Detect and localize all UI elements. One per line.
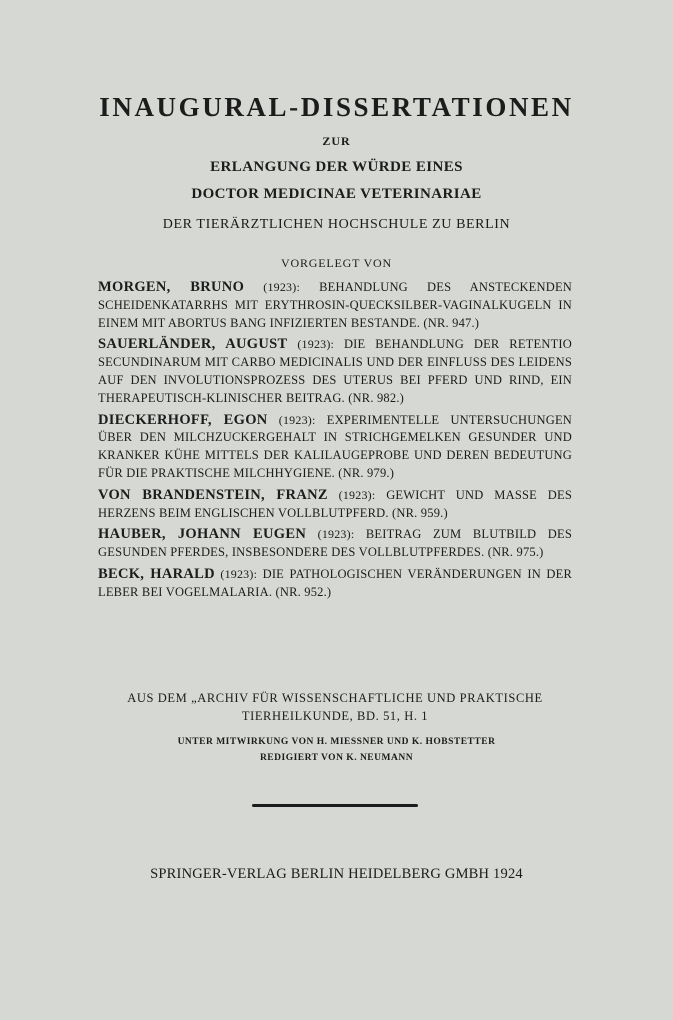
editors-line-1: UNTER MITWIRKUNG VON H. MIESSNER UND K. HOBSTETTER [177,737,496,747]
entry-year: (1923): [338,487,376,502]
dissertation-entry [98,487,572,523]
entry-year: (1923): [263,280,300,294]
entry-title: BEITRAG ZUM BLUTBILD DES GESUNDEN PFERDES, INSBESONDERE DES VOLLBLUTPFERDES. (NR. 975.) [98,527,573,560]
source-note: AUS DEM „ARCHIV FÜR WISSENSCHAFTLICHE UND PRAKTISCHE TIERHEILKUNDE, BD. 51, H. 1 [127,691,543,723]
entry-author: BECK, HARALD [98,565,215,582]
entry-author: HAUBER, JOHANN EUGEN [98,526,307,543]
page-title: INAUGURAL-DISSERTATIONEN [99,92,574,122]
publisher-imprint: SPRINGER-VERLAG BERLIN HEIDELBERG GMBH 1924 [150,866,523,882]
entry-title: BEHANDLUNG DES ANSTECKENDEN SCHEIDENKATARRHS MIT ERYTHROSIN-QUECKSILBER-VAGINALKUGELN IN EINEM MIT ABORTUS BANG INFIZIERTEN BESTANDE. (NR. 947.) [98,280,573,330]
presented-by-label: VORGELEGT VON [281,256,392,270]
institution-line: DER TIERÄRZTLICHEN HOCHSCHULE ZU BERLIN [162,217,511,232]
editors-line-2: REDIGIERT VON K. NEUMANN [259,753,414,763]
entry-year: (1923): [220,566,258,581]
title-connector: ZUR [322,134,351,148]
dissertation-list [98,279,572,606]
dissertation-entry [98,336,572,407]
dissertation-entry [98,412,572,483]
subtitle-line-2: DOCTOR MEDICINAE VETERINARIAE [191,186,482,202]
entry-title: GEWICHT UND MASSE DES HERZENS BEIM ENGLISCHEN VOLLBLUTPFERD. (NR. 959.) [98,487,572,520]
entry-year: (1923): [317,527,355,542]
dissertation-entry [98,566,572,602]
subtitle-line-1: ERLANGUNG DER WÜRDE EINES [210,159,463,175]
entry-author: DIECKERHOFF, EGON [98,411,268,428]
entry-title: DIE PATHOLOGISCHEN VERÄNDERUNGEN IN DER LEBER BEI VOGELMALARIA. (NR. 952.) [98,566,573,599]
entry-year: (1923): [297,337,335,352]
entry-year: (1923): [278,412,316,427]
entry-author: SAUERLÄNDER, AUGUST [98,336,288,353]
entry-author: MORGEN, BRUNO [98,279,245,295]
entry-title: EXPERIMENTELLE UNTERSUCHUNGEN ÜBER DEN MILCHZUCKERGEHALT IN STRICHGEMELKEN GESUNDER UND KRANKER KÜHE MITTELS DER KALILAUGEPROBE UND DEREN BEDEUTUNG FÜR DIE PRAKTISCHE MILCHHYGIENE. (NR. 979.) [98,412,573,480]
dissertation-entry [98,526,572,562]
divider-rule [252,804,418,807]
dissertation-entry [98,279,572,332]
entry-author: VON BRANDENSTEIN, FRANZ [98,486,328,503]
entry-title: DIE BEHANDLUNG DER RETENTIO SECUNDINARUM MIT CARBO MEDICINALIS UND DER EINFLUSS DES LEIDENS AUF DEN INVOLUTIONSPROZESS DES UTERUS BEI PFERD UND RIND, EIN THERAPEUTISCH-KLINISCHER BEITRAG. (NR. 982.) [98,337,573,405]
